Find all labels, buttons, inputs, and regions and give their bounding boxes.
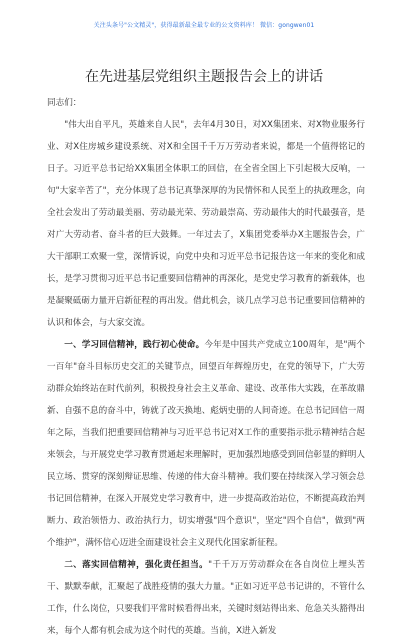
paragraph-section-1: [47, 334, 365, 554]
paragraph-text: "千千万万劳动群众在各自岗位上埋头苦干、默默奉献，汇聚起了战胜疫情的强大力量。"正如习近平总书记讲的，不管什么工作，什么岗位，只要我们平常时候看得出来，关键时刻站得出来、危急关头豁得出来，每个人都有机会成为这个时代的英雄。当前，X进入新发: [47, 560, 365, 636]
paragraph-intro: [47, 114, 365, 334]
document-body: [47, 92, 365, 642]
header-banner[interactable]: 关注头条号"公文精灵"，获得最新最全最专业的公文资料库！ 微信：gongwen01: [93, 22, 315, 29]
paragraph-text: "伟大出自平凡，英雄来自人民"，去年4月30日，对XX集团来、对X物业服务行业、对X住房城乡建设系统、对X和全国千千万万劳动者来说，都是一个值得铭记的日子。习近平总书记给XX集团全体职工的回信，在全省全国上下引起极大反响，一句"大家辛苦了"，充分体现了总书记真挚深厚的为民情怀和人民至上的执政理念，向全社会发出了劳动最美丽、劳动最光荣、劳动最崇高、劳动最伟大的时代最强音，是对广大劳动者、奋斗者的巨大鼓舞。一年过去了，X集团党委举办X主题报告会，广大干部职工欢聚一堂，深情诉说，向党中央和习近平总书记报告这一年来的变化和成长，是学习贯彻习近平总书记重要回信精神的再深化，是党史学习教育的新载体，也是凝聚砥砺力量开启新征程的再出发。借此机会，谈几点学习总书记重要回信精神的认识和体会，与大家交流。: [47, 120, 365, 328]
paragraph-section-2: [47, 554, 365, 642]
section-heading: 一、学习回信精神，践行初心使命。: [64, 340, 205, 350]
section-heading: 二、落实回信精神，强化责任担当。: [64, 560, 209, 570]
page-title: 在先进基层党组织主题报告会上的讲话: [85, 69, 323, 85]
paragraph-text: 今年是中国共产党成立100周年，是"两个一百年"奋斗目标历史交汇的关键节点，回望百年辉煌历史，在党的领导下，广大劳动群众始终站在时代前列，积极投身社会主义革命、建设、改革伟大实践，在革故鼎新、自强不息的奋斗中，铸就了改天换地、彪炳史册的人间奇迹。在总书记回信一周年之际，当我们把重要回信精神与习近平总书记对X工作的重要指示批示精神结合起来领会，与开展党史学习教育贯通起来理解时，更加强烈地感受到回信彰显的鲜明人民立场、贯穿的深刻辩证思维、传递的伟大奋斗精神。我们要在持续深入学习领会总书记回信精神，在深入开展党史学习教育中，进一步提高政治站位，不断提高政治判断力、政治领悟力、政治执行力，切实增强"四个意识"，坚定"四个自信"，做到"两个维护"，满怀信心迈进全面建设社会主义现代化国家新征程。: [47, 340, 365, 548]
greeting: 同志们：: [47, 98, 82, 108]
